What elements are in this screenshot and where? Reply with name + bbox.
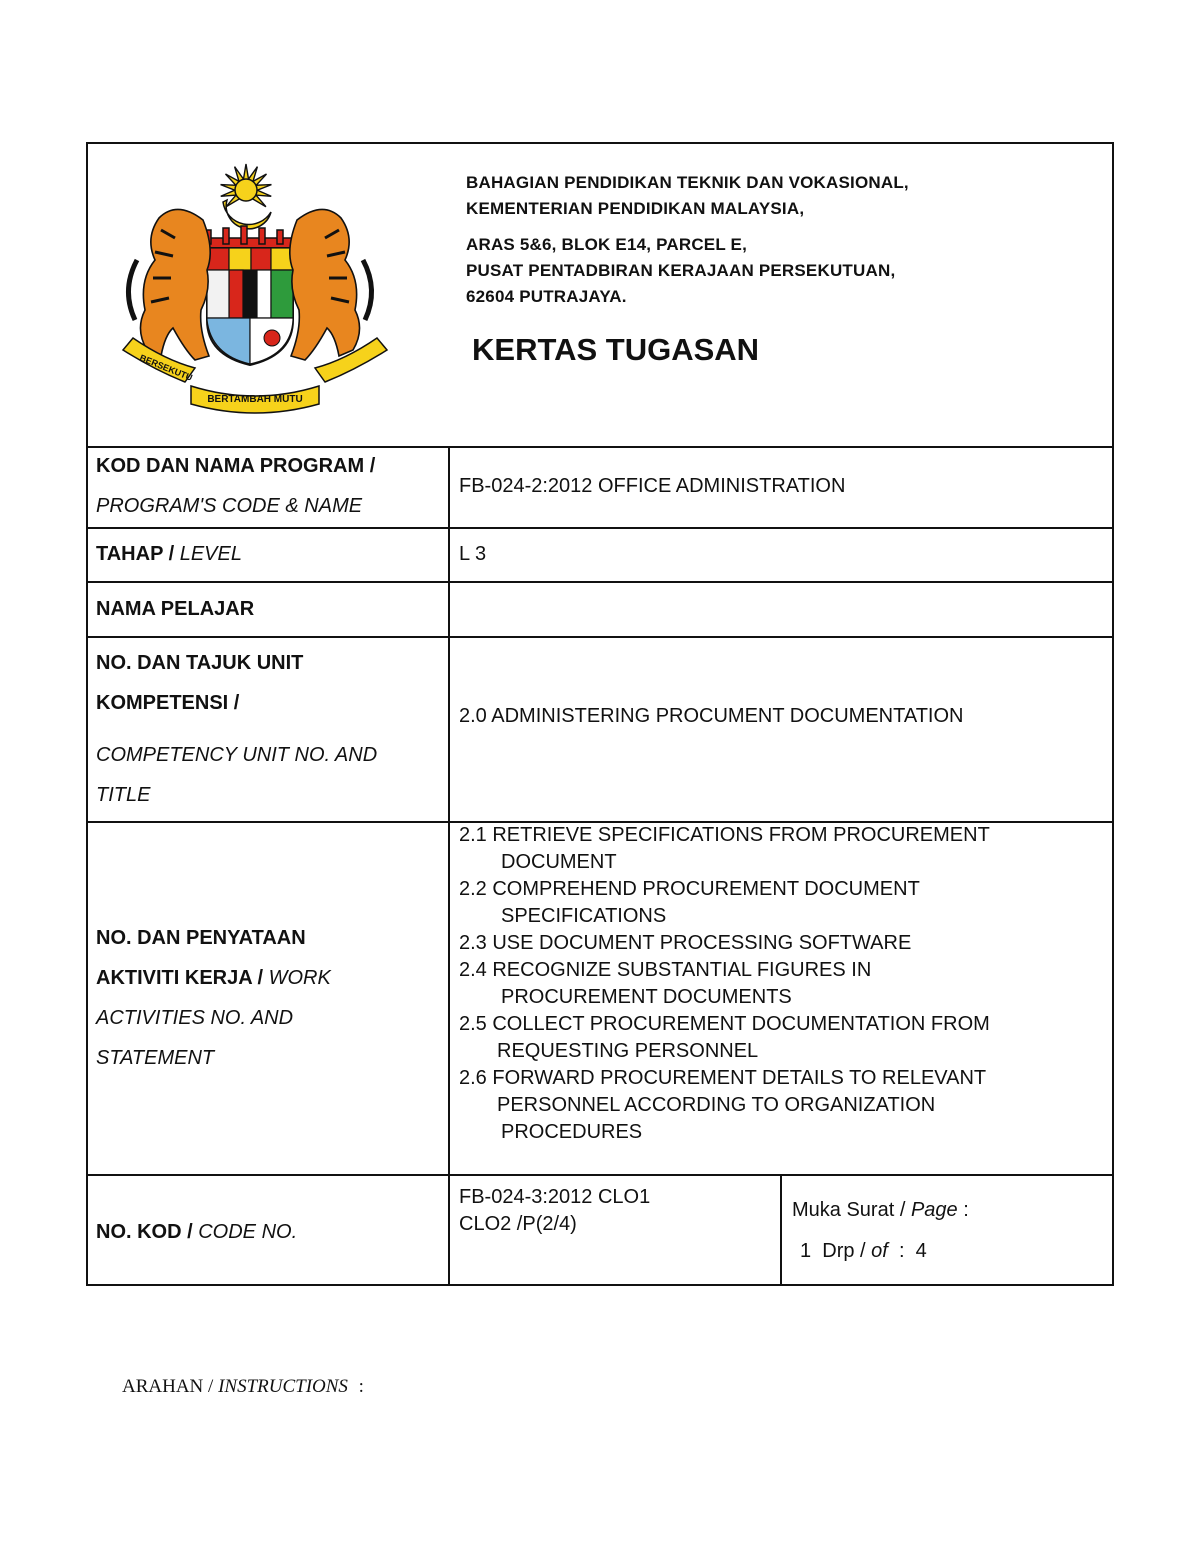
activity-item-continuation: PERSONNEL ACCORDING TO ORGANIZATION: [497, 1094, 936, 1116]
activity-item: 2.1 RETRIEVE SPECIFICATIONS FROM PROCUREMENT: [459, 824, 990, 846]
column-divider: [780, 1174, 782, 1284]
instructions-label-ms: ARAHAN /: [122, 1376, 214, 1397]
unit-label-ms-2: KOMPETENSI /: [96, 692, 240, 714]
code-value-line-1: FB-024-3:2012 CLO1: [459, 1186, 651, 1208]
activities-label-ms-1: NO. DAN PENYATAAN: [96, 927, 306, 949]
row-divider: [88, 636, 1112, 638]
row-divider: [88, 581, 1112, 583]
page-label-en: Page: [910, 1199, 958, 1221]
unit-label-en-2: TITLE: [96, 784, 151, 806]
program-label-ms: KOD DAN NAMA PROGRAM /: [96, 455, 376, 477]
code-label-en: CODE NO.: [198, 1221, 298, 1243]
column-divider: [448, 446, 450, 1284]
activity-item: 2.2 COMPREHEND PROCUREMENT DOCUMENT: [459, 878, 920, 900]
page-info: [792, 1190, 969, 1272]
row-divider: [88, 1174, 1112, 1176]
agency-line: KEMENTERIAN PENDIDIKAN MALAYSIA,: [466, 199, 805, 218]
activities-label-en-2: ACTIVITIES NO. AND: [96, 1007, 294, 1029]
activities-label-ms-2: AKTIVITI KERJA /: [96, 967, 264, 989]
instructions-heading: [122, 1376, 364, 1398]
unit-label: [96, 643, 377, 815]
document-title: KERTAS TUGASAN: [472, 332, 760, 367]
row-divider: [88, 527, 1112, 529]
agency-line: ARAS 5&6, BLOK E14, PARCEL E,: [466, 235, 748, 254]
page-label-colon: :: [963, 1199, 969, 1221]
activities-label-en-1: WORK: [268, 967, 331, 989]
program-label-en: PROGRAM'S CODE & NAME: [96, 495, 363, 517]
level-label-en: LEVEL: [179, 543, 242, 565]
activity-item-continuation: PROCEDURES: [501, 1121, 643, 1143]
activity-item: 2.3 USE DOCUMENT PROCESSING SOFTWARE: [459, 932, 912, 954]
page-of-en: of: [871, 1240, 888, 1262]
activity-item: 2.6 FORWARD PROCUREMENT DETAILS TO RELEVANT: [459, 1067, 987, 1089]
crest-ribbon-bottom-text: BERTAMBAH MUTU: [207, 394, 303, 405]
program-label: [96, 446, 375, 526]
activity-item-continuation: REQUESTING PERSONNEL: [497, 1040, 759, 1062]
malaysia-coat-of-arms-emblem: [115, 160, 395, 415]
agency-address: [466, 170, 909, 310]
activity-item-continuation: SPECIFICATIONS: [501, 905, 667, 927]
unit-value: 2.0 ADMINISTERING PROCUMENT DOCUMENTATION: [459, 705, 964, 727]
code-label: [96, 1212, 297, 1252]
agency-line: PUSAT PENTADBIRAN KERAJAAN PERSEKUTUAN,: [466, 261, 896, 280]
student-name-label: NAMA PELAJAR: [96, 598, 255, 620]
page-separator: :: [898, 1240, 905, 1262]
unit-label-en-1: COMPETENCY UNIT NO. AND: [96, 744, 378, 766]
instructions-label-en: INSTRUCTIONS: [218, 1376, 348, 1397]
instructions-colon: :: [358, 1376, 364, 1397]
page-of-ms: Drp /: [822, 1240, 866, 1262]
page-total: 4: [915, 1240, 927, 1262]
level-value: L 3: [459, 543, 487, 565]
crest-ribbon-left-text: BERSEKUTU: [138, 352, 194, 383]
activity-item: 2.5 COLLECT PROCUREMENT DOCUMENTATION FROM: [459, 1013, 990, 1035]
activities-label-en-3: STATEMENT: [96, 1047, 215, 1069]
agency-line: 62604 PUTRAJAYA.: [466, 287, 627, 306]
activities-label: [96, 918, 331, 1078]
unit-label-ms-1: NO. DAN TAJUK UNIT: [96, 652, 304, 674]
program-value: FB-024-2:2012 OFFICE ADMINISTRATION: [459, 475, 846, 497]
activity-item-continuation: DOCUMENT: [501, 851, 617, 873]
activity-item: 2.4 RECOGNIZE SUBSTANTIAL FIGURES IN: [459, 959, 872, 981]
activities-list: [459, 822, 990, 1146]
code-value: [459, 1184, 650, 1238]
page-number: 1: [800, 1240, 812, 1262]
level-label-ms: TAHAP /: [96, 543, 175, 565]
page-label-ms: Muka Surat /: [792, 1199, 906, 1221]
level-label: [96, 534, 242, 574]
code-value-line-2: CLO2 /P(2/4): [459, 1213, 577, 1235]
code-label-ms: NO. KOD /: [96, 1221, 193, 1243]
agency-line: BAHAGIAN PENDIDIKAN TEKNIK DAN VOKASIONAL,: [466, 173, 909, 192]
activity-item-continuation: PROCUREMENT DOCUMENTS: [501, 986, 792, 1008]
